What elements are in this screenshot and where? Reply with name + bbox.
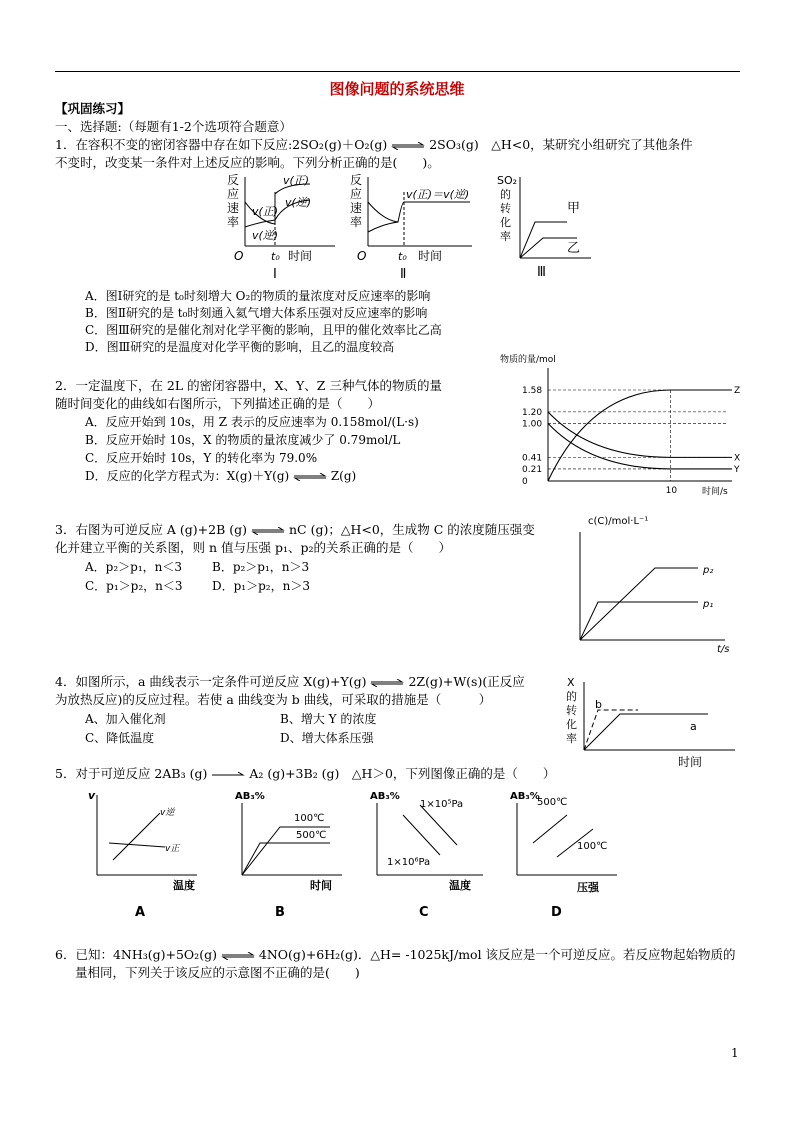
page-number: 1 — [731, 1046, 739, 1060]
q2-ytick-label: 1.20 — [522, 407, 543, 418]
q4-ylabel-5: 率 — [566, 732, 577, 745]
q6-text-b: 4NO(g)+6H₂(g)．△H= -1025kJ/mol 该反应是一个可逆反应。若反应物起始物质的 — [258, 947, 736, 962]
q2-option-b: B．反应开始时 10s，X 的物质的量浓度减少了 0.79mol/L — [85, 433, 401, 447]
q5-figure-b — [230, 785, 350, 925]
q2-series-X — [548, 412, 732, 458]
q5b-ylabel: AB₃% — [235, 791, 265, 802]
q4-ylabel-1: X — [567, 676, 575, 689]
fig2-label: Ⅱ — [400, 267, 407, 282]
fig2-veq-label: v(正)＝v(逆) — [406, 188, 470, 201]
q5c-p1: 1×10⁵Pa — [420, 799, 464, 810]
q3-option-a: A．p₂＞p₁，n＜3 — [85, 560, 183, 574]
q5a-vrev: v逆 — [160, 808, 175, 818]
q3-option-d: D．p₁＞p₂，n＞3 — [212, 579, 310, 593]
q4-chart — [560, 672, 740, 772]
q1-option-d: D．图Ⅲ研究的是温度对化学平衡的影响，且乙的温度较高 — [85, 340, 395, 354]
q1-figure-2 — [348, 172, 478, 282]
fig1-origin: O — [234, 249, 244, 263]
q5a-ylabel: v — [88, 789, 96, 802]
q2-series-Y — [548, 423, 732, 469]
q1-option-c: C．图Ⅲ研究的是催化剂对化学平衡的影响，且甲的催化效率比乙高 — [85, 323, 442, 337]
q5-text-b: A₂ (g)+3B₂ (g) △H＞0，下列图像正确的是（ ） — [249, 766, 556, 781]
q4-chart-xlabel: 时间 — [678, 755, 703, 769]
fig3-ylabel-1: SO₂ — [497, 174, 518, 187]
q4-option-c: C、降低温度 — [85, 731, 155, 745]
fig2-ylabel-4: 率 — [350, 215, 363, 229]
q5-line1 — [55, 765, 555, 783]
q5c-p2: 1×10⁶Pa — [387, 857, 431, 868]
q3-option-c: C．p₁＞p₂，n＜3 — [85, 579, 183, 593]
q4-option-b: B、增大 Y 的浓度 — [280, 712, 377, 726]
q4-option-a: A、加入催化剂 — [85, 712, 166, 726]
q3-line1 — [55, 521, 535, 539]
q5d-label: D — [551, 905, 562, 920]
fig2-ylabel-3: 速 — [350, 201, 363, 215]
q5b-label: B — [275, 905, 285, 920]
q3-text-a: 3．右图为可逆反应 A (g)+2B (g) — [55, 522, 248, 537]
q2-line1: 2．一定温度下，在 2L 的密闭容器中，X、Y、Z 三种气体的物质的量 — [55, 378, 442, 393]
q3-option-b: B．p₂＞p₁，n＞3 — [212, 560, 310, 574]
fig1-vfwd-label2: v(正) — [252, 205, 279, 218]
q2-ytick-label: 0 — [522, 477, 528, 487]
fig3-ylabel-4: 化 — [500, 216, 511, 229]
q2-option-c: C．反应开始时 10s，Y 的转化率为 79.0% — [85, 451, 318, 465]
equilibrium-arrow-icon — [221, 952, 255, 960]
part-heading: 一、选择题:（每题有1-2个选项符合题意） — [55, 119, 292, 134]
q4-text-b: 2Z(g)+W(s)(正反应 — [408, 674, 525, 689]
q1-text-a: 1．在容积不变的密闭容器中存在如下反应:2SO₂(g)＋O₂(g) — [55, 137, 388, 152]
fig2-time: 时间 — [418, 249, 443, 263]
q5-figure-d — [505, 785, 625, 925]
q5b-xlabel: 时间 — [310, 879, 332, 892]
q2-option-d-product: Z(g) — [330, 469, 357, 483]
q2-chart-xlabel: 时间/s — [702, 487, 728, 497]
q4-ylabel-3: 转 — [566, 704, 577, 717]
fig2-t0: t₀ — [398, 250, 407, 263]
q4-a-label: a — [690, 720, 697, 733]
q2-chart-ylabel: 物质的量/mol — [500, 355, 556, 365]
fig1-ylabel-4: 率 — [227, 215, 240, 229]
q1-figure-1 — [225, 172, 340, 282]
q4-option-d: D、增大体系压强 — [280, 731, 374, 745]
q6-text-a: 6．已知：4NH₃(g)+5O₂(g) — [55, 947, 217, 962]
q5a-xlabel: 温度 — [173, 879, 195, 892]
fig1-time: 时间 — [288, 249, 313, 263]
q5d-t2: 100℃ — [577, 841, 608, 852]
q2-ytick-label: 1.58 — [522, 386, 543, 396]
header-rule — [55, 71, 740, 72]
q2-option-d — [85, 467, 356, 485]
q2-xtick-label: 10 — [665, 486, 678, 496]
fig1-label: Ⅰ — [273, 267, 277, 282]
fig1-vrev-label: v(逆) — [285, 196, 312, 209]
q2-chart — [500, 350, 740, 500]
q3-chart-xlabel: t/s — [717, 644, 730, 655]
q2-series-label: X — [734, 453, 740, 464]
fig3-yi: 乙 — [567, 241, 581, 256]
equilibrium-arrow-icon — [251, 527, 285, 535]
fig3-ylabel-5: 率 — [500, 230, 511, 243]
fig3-ylabel-3: 转 — [500, 202, 511, 215]
q1-text-b: 2SO₃(g) △H<0，某研究小组研究了其他条件 — [429, 137, 693, 152]
fig3-jia: 甲 — [567, 201, 581, 216]
forward-arrow-icon — [211, 771, 245, 779]
equilibrium-arrow-icon — [391, 142, 425, 150]
q2-line2: 随时间变化的曲线如右图所示，下列描述正确的是（ ） — [55, 396, 381, 411]
fig1-t0: t₀ — [271, 250, 280, 263]
q5-figure-c — [365, 785, 490, 925]
fig3-label: Ⅲ — [537, 265, 546, 280]
q5b-t1: 100℃ — [294, 813, 325, 824]
q5a-vfwd: v正 — [165, 844, 180, 854]
q1-option-b: B．图Ⅱ研究的是 t₀时刻通入氦气增大体系压强对反应速率的影响 — [85, 306, 428, 320]
q3-chart — [560, 510, 740, 655]
q2-ytick-label: 0.41 — [522, 453, 543, 464]
q4-line2: 为放热反应)的反应过程。若使 a 曲线变为 b 曲线，可采取的措施是（ ） — [55, 692, 492, 707]
q1-option-a: A．图Ⅰ研究的是 t₀时刻增大 O₂的物质的量浓度对反应速率的影响 — [85, 289, 431, 303]
q1-figure-3 — [495, 172, 595, 282]
q5c-label: C — [419, 905, 429, 920]
q2-option-d-text: D．反应的化学方程式为：X(g)＋Y(g) — [85, 469, 290, 483]
fig2-origin: O — [357, 249, 367, 263]
fig1-ylabel-3: 速 — [227, 201, 240, 215]
q5c-xlabel: 温度 — [449, 879, 471, 892]
q4-ylabel-4: 化 — [566, 718, 577, 731]
q3-text-b: nC (g)；△H<0，生成物 C 的浓度随压强变 — [289, 522, 535, 537]
q5d-t1: 500℃ — [537, 797, 568, 808]
equilibrium-arrow-icon — [370, 679, 404, 687]
q5b-t2: 500℃ — [296, 830, 327, 841]
fig1-vrev-label2: v(逆) — [252, 229, 279, 242]
fig1-ylabel-1: 反 — [227, 173, 240, 187]
q2-series-label: Z — [734, 386, 740, 396]
q4-ylabel-2: 的 — [566, 690, 577, 703]
q3-line2: 化并建立平衡的关系图，则 n 值与压强 p₁、p₂的关系正确的是（ ） — [55, 540, 451, 555]
q2-ytick-label: 1.00 — [522, 419, 543, 430]
q3-chart-ylabel: c(C)/mol·L⁻¹ — [588, 516, 649, 527]
q5-figure-a — [85, 785, 205, 925]
q2-ytick-label: 0.21 — [522, 464, 543, 475]
q5d-xlabel: 压强 — [577, 881, 599, 894]
q1-line2: 不变时，改变某一条件对上述反应的影响。下列分析正确的是( )。 — [55, 155, 440, 170]
q4-text-a: 4．如图所示，a 曲线表示一定条件可逆反应 X(g)+Y(g) — [55, 674, 367, 689]
q4-line1 — [55, 673, 525, 691]
equilibrium-arrow-icon — [293, 473, 327, 481]
q5c-ylabel: AB₃% — [370, 791, 400, 802]
q5a-label: A — [135, 905, 146, 920]
fig2-ylabel-1: 反 — [350, 173, 363, 187]
q3-p1-label: p₁ — [703, 599, 714, 610]
q5d-ylabel: AB₃% — [510, 791, 540, 802]
q1-line1 — [55, 136, 693, 154]
section-heading: 【巩固练习】 — [55, 101, 131, 116]
q2-option-a: A．反应开始到 10s，用 Z 表示的反应速率为 0.158mol/(L·s) — [85, 415, 419, 429]
fig1-ylabel-2: 应 — [227, 187, 240, 201]
fig1-vfwd-label: v(正) — [283, 174, 310, 187]
q6-line1 — [55, 946, 736, 964]
q2-series-label: Y — [734, 464, 740, 475]
page-title: 图像问题的系统思维 — [329, 80, 465, 98]
fig2-ylabel-2: 应 — [350, 187, 363, 201]
q5-text-a: 5．对于可逆反应 2AB₃ (g) — [55, 766, 208, 781]
q6-line2: 量相同，下列关于该反应的示意图不正确的是( ) — [75, 965, 360, 980]
q4-b-label: b — [595, 698, 602, 711]
fig3-ylabel-2: 的 — [500, 188, 511, 201]
q3-p2-label: p₂ — [703, 565, 714, 576]
